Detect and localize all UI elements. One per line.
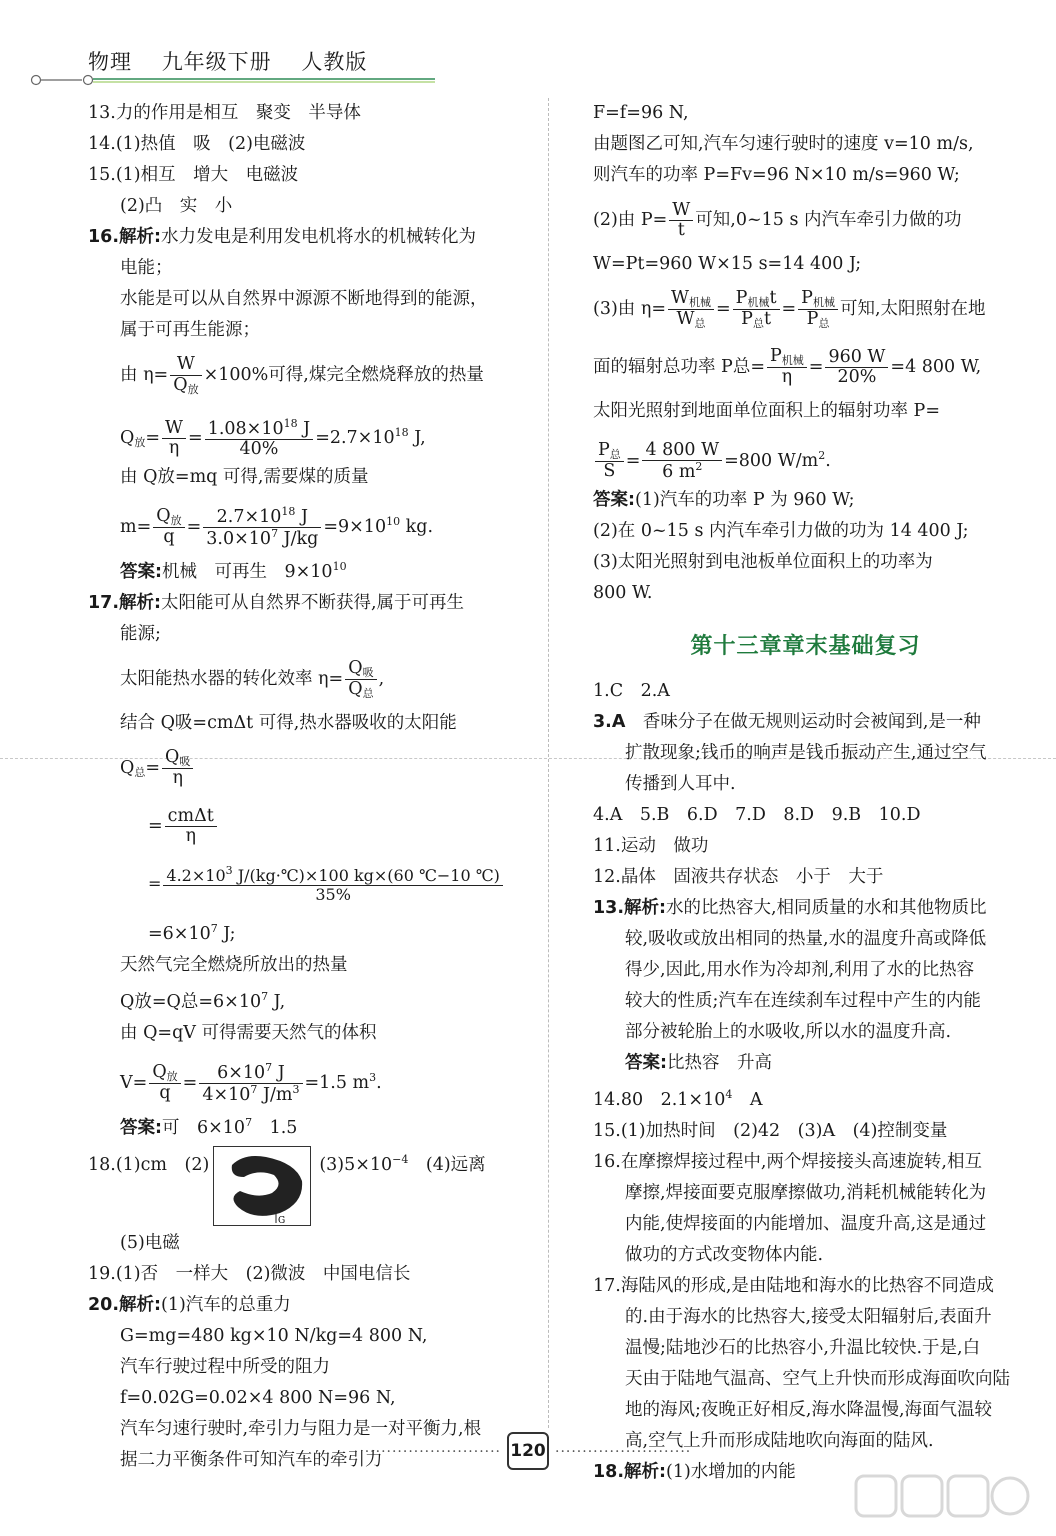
answer-20-r3: 则汽车的功率 P=Fv=96 N×10 m/s=960 W; bbox=[593, 165, 960, 185]
answer-20-line2: G=mg=480 kg×10 N/kg=4 800 N, bbox=[120, 1326, 428, 1346]
answer-20-r5: W=Pt=960 W×15 s=14 400 J; bbox=[593, 254, 862, 274]
answer-16-line1: 16.解析:水力发电是利用发电机将水的机械转化为 bbox=[88, 227, 476, 247]
answer-14: 14.(1)热值 吸 (2)电磁波 bbox=[88, 134, 306, 154]
answer-20-r9: $\frac{P_总}{S}$ = $\frac{4 800 W}{6 m^2}$ =800 $W/m^2$. bbox=[593, 427, 1018, 485]
answer-20-line1: 20.解析:(1)汽车的总重力 bbox=[88, 1295, 291, 1315]
review-13-line5: 部分被轮胎上的水吸收,所以水的温度升高. bbox=[625, 1022, 952, 1042]
answer-17-formula5: $=6\times 10^7$ J; bbox=[148, 922, 236, 944]
answer-20-result4: 800 W. bbox=[593, 583, 653, 603]
answer-19: 19.(1)否 一样大 (2)微波 中国电信长 bbox=[88, 1264, 411, 1284]
answer-17-result: 答案:可 $6\times 10^7$ 1.5 bbox=[120, 1116, 298, 1138]
running-header bbox=[88, 46, 389, 76]
review-13-result: 答案:比热容 升高 bbox=[625, 1053, 772, 1073]
answer-16-line4: 属于可再生能源； bbox=[120, 320, 260, 340]
answer-20-r2: 由题图乙可知,汽车匀速行驶时的速度 v=10 m/s, bbox=[593, 134, 974, 154]
answer-17-line6: 天然气完全燃烧所放出的热量 bbox=[120, 955, 348, 975]
answer-20-line4: f=0.02G=0.02×4 800 N=96 N, bbox=[120, 1388, 396, 1408]
review-3-line2: 扩散现象;钱币的响声是钱币振动产生,通过空气 bbox=[625, 743, 987, 763]
answer-20-line3: 汽车行驶过程中所受的阻力 bbox=[120, 1357, 330, 1377]
review-13-line3: 得少,因此,用水作为冷却剂,利用了水的比热容 bbox=[625, 960, 975, 980]
review-13-line1: 13.解析:水的比热容大,相同质量的水和其他物质比 bbox=[593, 898, 987, 918]
answer-17-formula4: = $\frac{4.2\times 10^3 J/(kg\cdot℃)\times 100 kg\times(60 ℃-10 ℃)}{35\%}$ bbox=[88, 855, 528, 913]
review-3-line1: 3.A 香味分子在做无规则运动时会被闻到,是一种 bbox=[593, 712, 981, 732]
answer-17-line8: 由 Q=qV 可得需要天然气的体积 bbox=[120, 1023, 377, 1043]
stomach-diagram-icon bbox=[213, 1146, 311, 1226]
review-14: 14.80 $2.1\times 10^4$ A bbox=[593, 1088, 763, 1110]
review-16-line1: 16.在摩擦焊接过程中,两个焊接接头高速旋转,相互 bbox=[593, 1152, 982, 1172]
answer-20-r7: 面的辐射总功率 P总= $\frac{P_{机械}}{\eta}$ = $\frac{960 W}{20\%}$ =4 800 W, bbox=[593, 346, 982, 388]
answer-20-result1: 答案:(1)汽车的功率 P 为 960 W; bbox=[593, 490, 855, 510]
header-grade: 九年级下册 bbox=[161, 50, 272, 74]
review-17-line2: 的.由于海水的比热容大,接受太阳辐射后,表面升 bbox=[625, 1307, 992, 1327]
page-number-footer bbox=[0, 1432, 1056, 1470]
answer-16-result: 答案:机械 可再生 $9\times 10^{10}$ bbox=[120, 560, 347, 582]
answer-18: 18.(1)cm (2) G $(3)5\times 10^{-4}$ (4)远离 bbox=[88, 1144, 528, 1228]
answer-13: 13.力的作用是相互 聚变 半导体 bbox=[88, 103, 361, 123]
answer-17-formula2: $Q_总=$ $\frac{Q_吸}{\eta}$ bbox=[88, 739, 528, 797]
fraction: $\frac{W}{Q_放}$ bbox=[170, 355, 201, 395]
review-16-line4: 做功的方式改变物体内能. bbox=[625, 1245, 824, 1265]
answer-16-line7: 由 Q放=mq 可得,需要煤的质量 bbox=[120, 467, 369, 487]
answer-20-r1: F=f=96 N, bbox=[593, 103, 689, 123]
right-column bbox=[593, 98, 1018, 1488]
answer-20-result3: (3)太阳光照射到电池板单位面积上的功率为 bbox=[593, 552, 933, 572]
answer-16-formula3: m= $\frac{Q_放}{q}$ = $\frac{2.7\times 10^{18} J}{3.0\times 10^7 J/kg}$ $=9\times 10^{10}$ kg. bbox=[120, 504, 434, 549]
section-title: 第十三章章末基础复习 bbox=[690, 634, 921, 659]
review-1-2: 1.C 2.A bbox=[593, 681, 670, 701]
answer-16-line3: 水能是可以从自然界中源源不断地得到的能源， bbox=[120, 289, 488, 309]
answer-20-r8: 太阳光照射到地面单位面积上的辐射功率 P= bbox=[593, 401, 940, 421]
answer-20-line5: 汽车匀速行驶时,牵引力与阻力是一对平衡力,根 bbox=[120, 1419, 482, 1439]
answer-17-line1: 17.解析:太阳能可从自然界不断获得,属于可再生 bbox=[88, 593, 465, 613]
left-column bbox=[88, 98, 528, 1476]
review-17-line6: 高,空气上升而形成陆地吹向海面的陆风. bbox=[625, 1431, 934, 1451]
answer-20-result2: (2)在 0~15 s 内汽车牵引力做的功为 14 400 J; bbox=[593, 521, 969, 541]
answer-15a: 15.(1)相互 增大 电磁波 bbox=[88, 165, 299, 185]
review-3-line3: 传播到人耳中. bbox=[625, 774, 736, 794]
review-17-line3: 温慢;陆地沙石的比热容小,升温比较快.于是,白 bbox=[625, 1338, 981, 1358]
review-17-line1: 17.海陆风的形成,是由陆地和海水的比热容不同造成 bbox=[593, 1276, 994, 1296]
answer-16-line2: 电能； bbox=[120, 258, 173, 278]
answer-20-r4: (2)由 P= $\frac{W}{t}$ 可知,0~15 s 内汽车牵引力做的功 bbox=[593, 199, 962, 240]
answer-17-formula1: 太阳能热水器的转化效率 η= $\frac{Q_吸}{Q_总}$ , bbox=[120, 657, 385, 700]
answer-18-part5: (5)电磁 bbox=[120, 1233, 180, 1253]
page-number: 120 bbox=[507, 1432, 549, 1470]
review-12: 12.晶体 固液共存状态 小于 大于 bbox=[593, 867, 884, 887]
column-divider bbox=[548, 98, 549, 1428]
answer-16-formula1: 由 η= $\frac{W}{Q_放}$ ×100%可得,煤完全燃烧释放的热量 bbox=[120, 354, 484, 396]
header-rule-ornament-icon bbox=[30, 74, 440, 86]
review-4-10: 4.A 5.B 6.D 7.D 8.D 9.B 10.D bbox=[593, 805, 921, 825]
answer-20-r6: (3)由 η= $\frac{W_{机械}}{W_总}$ = $\frac{P_{机械}t}{P_总t}$ = $\frac{P_{机械}}{P_总}$ 可知,太阳照射在地 bbox=[593, 287, 986, 330]
answer-17-line2: 能源; bbox=[120, 624, 161, 644]
answer-17-formula3: = $\frac{\text{cmΔt}}{\eta}$ bbox=[88, 797, 528, 855]
review-13-line2: 较,吸收或放出相同的热量,水的温度升高或降低 bbox=[625, 929, 987, 949]
review-17-line5: 地的海风;夜晚正好相反,海水降温慢,海面气温较 bbox=[625, 1400, 993, 1420]
footer-dots-left: ························· bbox=[364, 1444, 501, 1460]
svg-text:G: G bbox=[278, 1216, 286, 1225]
review-13-line4: 较大的性质;汽车在连续刹车过程中产生的内能 bbox=[625, 991, 981, 1011]
answer-15b: (2)凸 实 小 bbox=[120, 196, 233, 216]
answer-17-formula6: V= $\frac{Q_放}{q}$ = $\frac{6\times 10^7 J}{4\times 10^7 J/m^3}$ =1.5 $m^3$. bbox=[120, 1060, 382, 1105]
review-17-line4: 天由于陆地气温高、空气上升快而形成海面吹向陆 bbox=[625, 1369, 1010, 1389]
answer-17-line7: Q放=Q总$=6\times 10^7$ J, bbox=[120, 990, 286, 1012]
answer-17-line4: 结合 Q吸=cmΔt 可得,热水器吸收的太阳能 bbox=[120, 713, 457, 733]
review-18-line1: 18.解析:(1)水增加的内能 bbox=[593, 1462, 796, 1482]
header-subject: 物理 bbox=[88, 50, 132, 74]
footer-dots-right: ························· bbox=[555, 1444, 692, 1460]
review-11: 11.运动 做功 bbox=[593, 836, 709, 856]
review-16-line2: 摩擦,焊接面要克服摩擦做功,消耗机械能转化为 bbox=[625, 1183, 987, 1203]
watermark-logo-icon bbox=[852, 1470, 1032, 1530]
header-edition: 人教版 bbox=[301, 50, 368, 74]
answer-20-line6: 据二力平衡条件可知汽车的牵引力 bbox=[120, 1450, 383, 1470]
review-15: 15.(1)加热时间 (2)42 (3)A (4)控制变量 bbox=[593, 1121, 948, 1141]
review-16-line3: 内能,使焊接面的内能增加、温度升高,这是通过 bbox=[625, 1214, 987, 1234]
answer-16-formula2: $Q_放=$ $\frac{W}{\eta}$ = $\frac{1.08\times 10^{18} J}{40\%}$ $=2.7\times 10^{18}$ J, bbox=[120, 416, 426, 459]
